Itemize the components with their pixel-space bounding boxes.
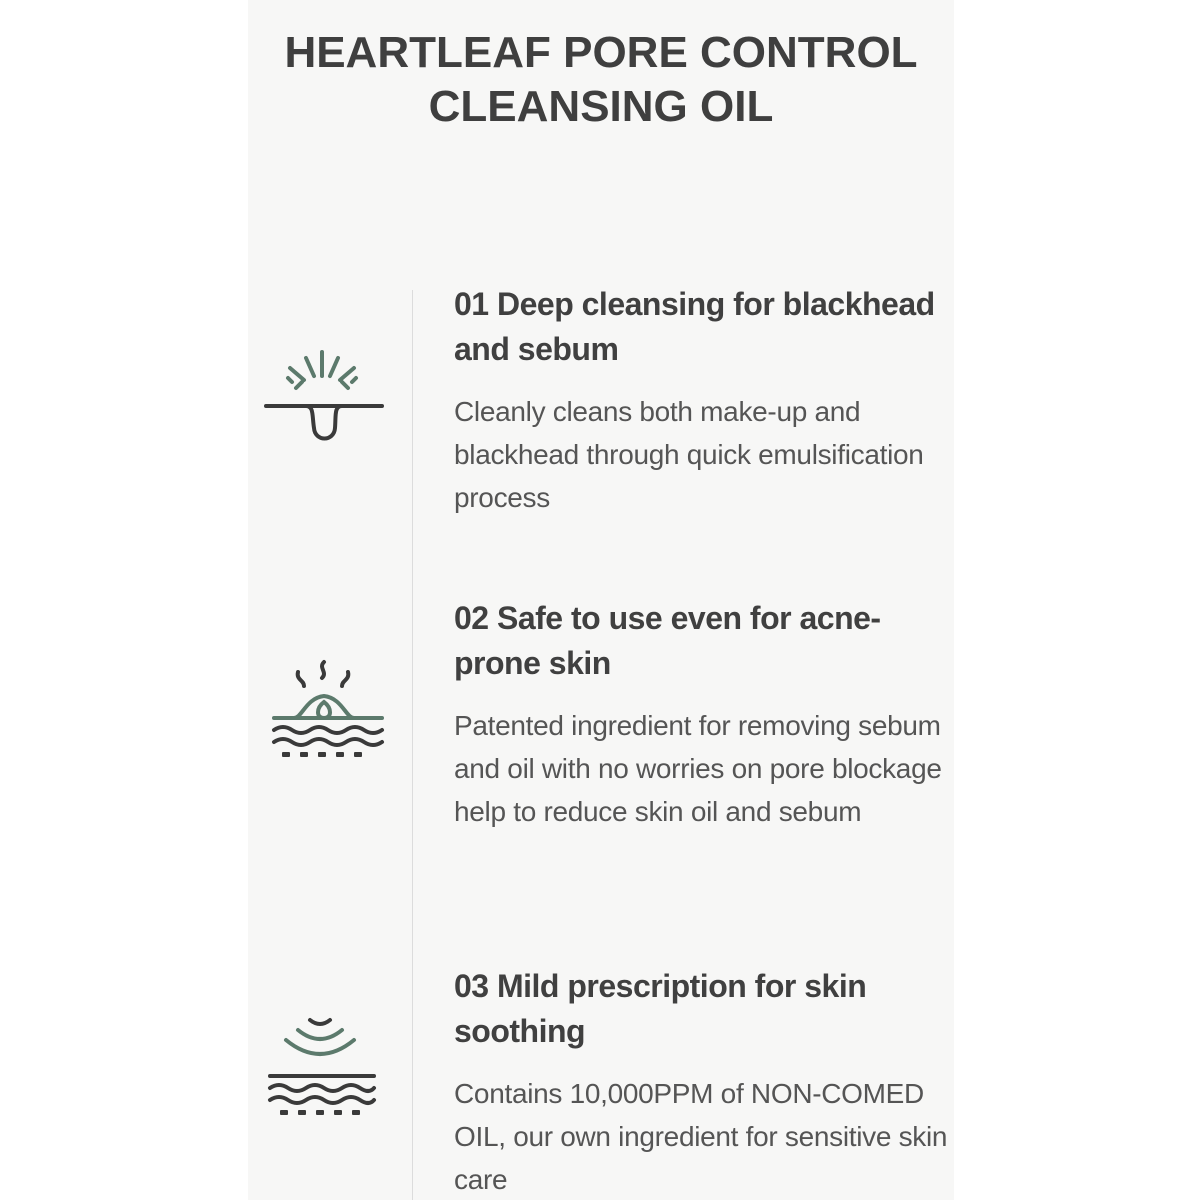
product-info-panel xyxy=(248,0,954,1200)
feature-heading-3: 03 Mild prescription for skin soothing xyxy=(454,968,867,1049)
soothing-skin-icon xyxy=(252,1010,392,1130)
acne-skin-icon xyxy=(256,656,396,776)
title-line-2: CLEANSING OIL xyxy=(428,82,774,131)
feature-description-3: Contains 10,000PPM of NON-COMED OIL, our own ingredient for sensitive skin care xyxy=(454,1078,948,1195)
title-line-1: HEARTLEAF PORE CONTROL xyxy=(284,28,918,77)
feature-description-2: Patented ingredient for removing sebum and oil with no worries on pore blockage help to reduce skin oil and sebum xyxy=(454,710,942,827)
vertical-divider xyxy=(412,290,413,1200)
feature-heading-1: 01 Deep cleansing for blackhead and sebum xyxy=(454,286,935,367)
feature-text-1 xyxy=(454,282,954,519)
feature-heading-2: 02 Safe to use even for acne-prone skin xyxy=(454,600,881,681)
feature-text-2 xyxy=(454,596,954,833)
feature-text-3 xyxy=(454,964,954,1200)
page-title xyxy=(248,26,954,134)
pore-blackhead-icon xyxy=(256,342,396,462)
feature-description-1: Cleanly cleans both make-up and blackhead through quick emulsification process xyxy=(454,396,924,513)
